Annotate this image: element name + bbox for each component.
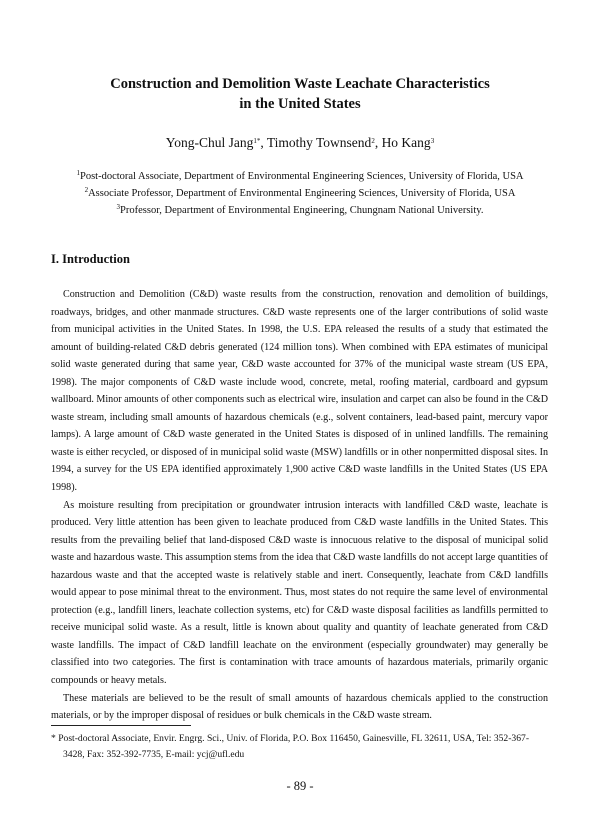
title-line-2: in the United States bbox=[239, 96, 361, 112]
affiliation-1-text: Post-doctoral Associate, Department of Environmental Engineering Sciences, University of Florida, USA bbox=[79, 171, 524, 182]
author-3-name: Ho Kang bbox=[381, 135, 431, 150]
affiliations bbox=[40, 168, 560, 219]
affiliation-1-sup: 1 bbox=[76, 169, 80, 177]
paragraph-1: Construction and Demolition (C&D) waste results from the construction, renovation and demolition of buildings, roadways, bridges, and other manmade structures. C&D waste represents one of the larger contributions of solid waste from municipal activities in the United States. In 1998, the U.S. EPA released the results of a study that estimated the amount of building-related C&D debris generated (124 million tons). When combined with EPA estimates of municipal solid waste generated during that same year, C&D waste accounted for 37% of the municipal waste stream (US EPA, 1998). The major components of C&D waste include wood, concrete, metal, roofing material, cardboard and gypsum wallboard. Minor amounts of other components such as electrical wire, insulation and carpet can also be found in the C&D waste stream, including small amounts of hazardous chemicals (e.g., solvent containers, lead-based paint, mercury vapor lamps). A large amount of C&D waste generated in the United States is disposed of in unlined landfills. The remaining waste is either recycled, or disposed of in municipal solid waste (MSW) landfills or in other nonpermitted disposal sites. In 1994, a survey for the US EPA identified approximately 1,900 active C&D waste landfills in the United States (US EPA 1998). bbox=[51, 289, 549, 494]
author-1-sup: 1* bbox=[253, 137, 261, 145]
footnote bbox=[51, 731, 548, 763]
section-heading: I. Introduction bbox=[51, 252, 130, 266]
author-list bbox=[40, 135, 560, 151]
affiliation-2 bbox=[40, 185, 560, 202]
affiliation-3-text: Professor, Department of Environmental Engineering, Chungnam National University. bbox=[120, 205, 484, 216]
affiliation-1 bbox=[40, 168, 560, 185]
affiliation-2-text: Associate Professor, Department of Environmental Engineering Sciences, University of Florida, USA bbox=[88, 188, 516, 199]
affiliation-3 bbox=[40, 202, 560, 219]
affiliation-2-sup: 2 bbox=[84, 186, 89, 194]
paragraph-3: These materials are believed to be the result of small amounts of hazardous chemicals applied to the construction materials, or by the improper disposal of residues or bulk chemicals in the C&D waste stream. bbox=[51, 692, 548, 722]
affiliation-3-sup: 3 bbox=[116, 203, 121, 211]
author-3-sup: 3 bbox=[430, 137, 435, 145]
paper-title bbox=[40, 74, 560, 114]
author-separator-2: , bbox=[374, 135, 382, 150]
title-line-1: Construction and Demolition Waste Leachate Characteristics bbox=[110, 76, 490, 92]
author-separator-1: , bbox=[260, 135, 267, 150]
page-number: - 89 - bbox=[286, 779, 314, 793]
body-text bbox=[51, 286, 548, 725]
author-1-name: Yong-Chul Jang bbox=[165, 135, 254, 150]
author-2-sup: 2 bbox=[371, 137, 375, 145]
paragraph-2: As moisture resulting from precipitation or groundwater intrusion interacts with landfilled C&D waste, leachate is produced. Very little attention has been given to leachate produced from C&D waste landfills in the United States. This results from the prevailing belief that land-disposed C&D waste is innocuous relative to the disposal of municipal solid waste and hazardous waste. This assumption stems from the idea that C&D waste landfills do not accept large quantities of hazardous waste and that the accepted waste is relatively stable and inert. Consequently, leachate from C&D landfills would appear to pose minimal threat to the environment. Thus, most states do not require the same level of environmental protection (e.g., landfill liners, leachate collection systems, etc) for C&D waste disposal facilities as landfills permitted to receive municipal solid waste. As a result, little is known about quality and quantity of leachate generated from C&D waste landfills. The impact of C&D landfill leachate on the environment (especially groundwater) may generally be classified into two categories. The first is contamination with trace amounts of hazardous materials, primarily organic compounds or heavy metals. bbox=[51, 499, 548, 687]
footnote-text: * Post-doctoral Associate, Envir. Engrg. Sci., Univ. of Florida, P.O. Box 116450, Gainesville, FL 32611, USA, Tel: 352-367-3428, Fax: 352-392-7735, E-mail: ycj@ufl.edu bbox=[51, 733, 530, 760]
author-2-name: Timothy Townsend bbox=[266, 135, 372, 150]
footnote-rule bbox=[51, 725, 191, 726]
